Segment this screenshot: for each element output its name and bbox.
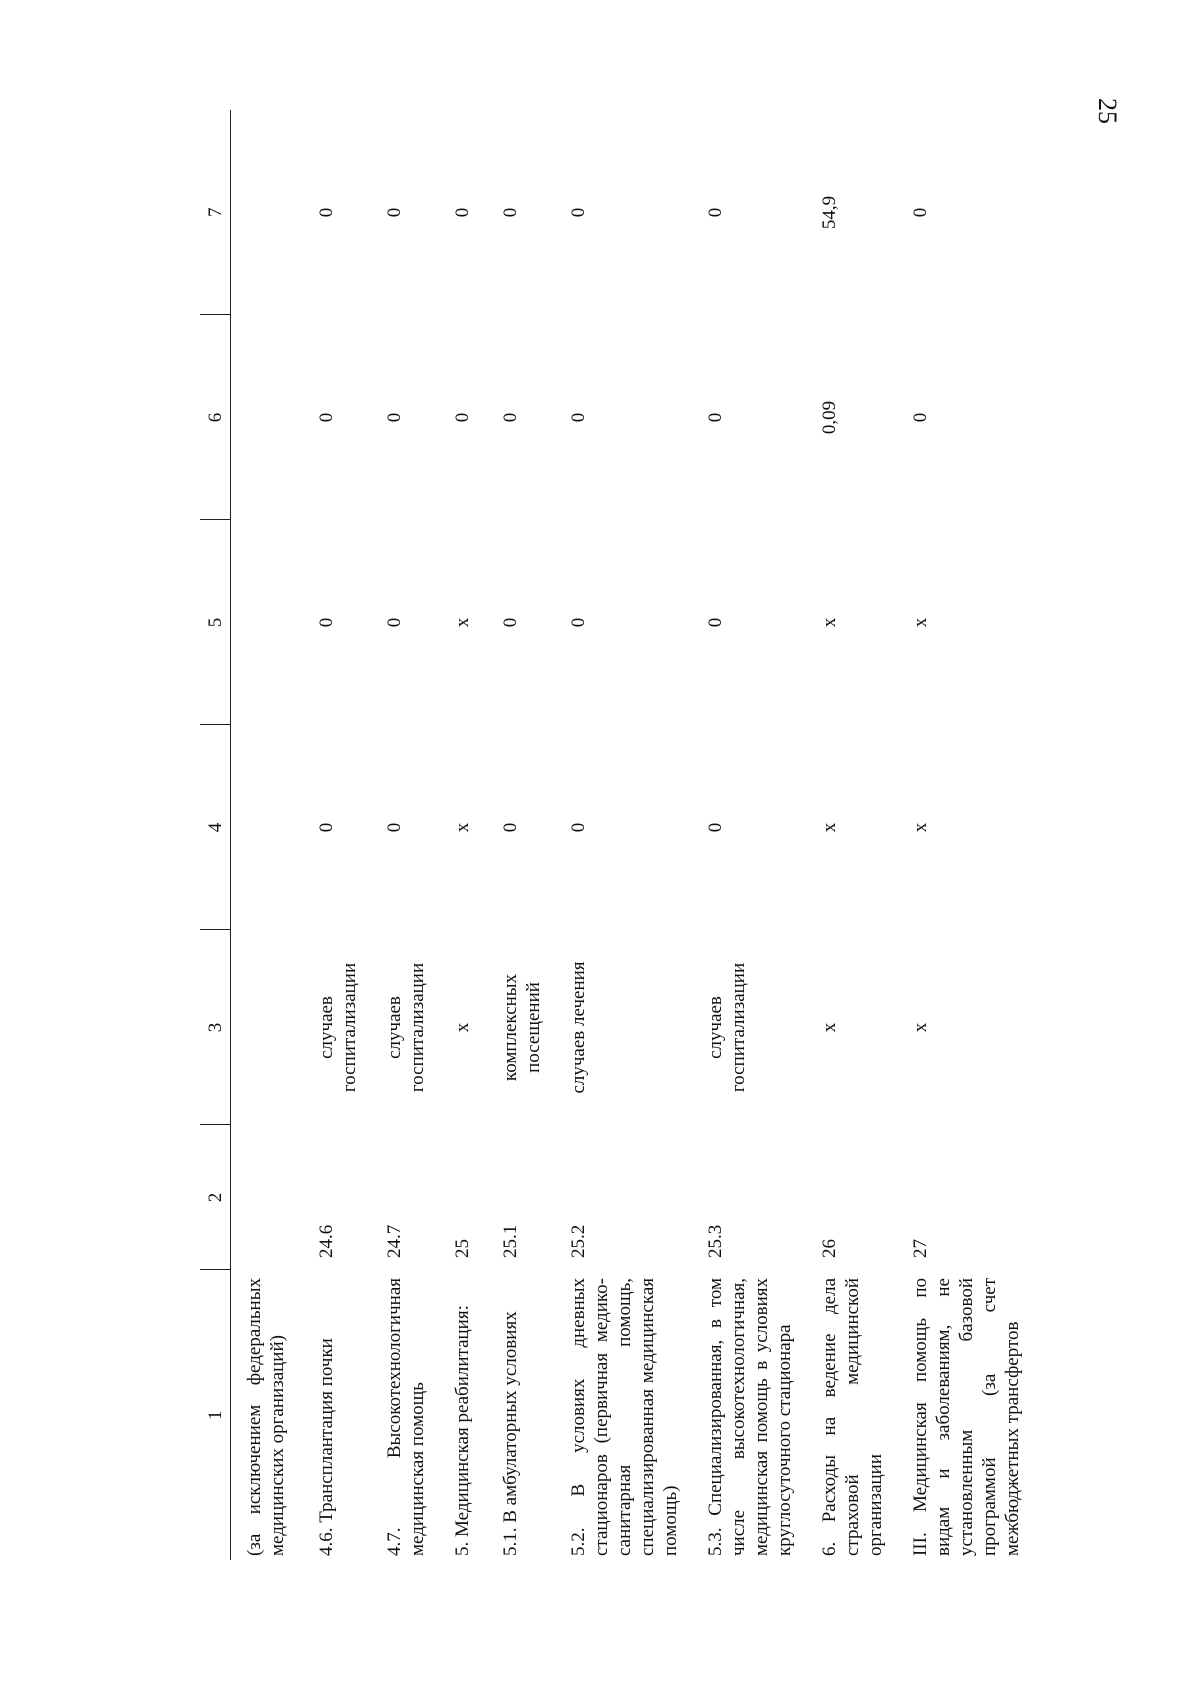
row-unit: случаев госпитализации bbox=[383, 962, 428, 1093]
table-row bbox=[555, 110, 692, 1560]
row-value-7: 54,9 bbox=[818, 195, 840, 230]
row-value-5 bbox=[231, 520, 303, 725]
page-number: 25 bbox=[1093, 98, 1122, 124]
row-code: 25.3 bbox=[704, 1224, 726, 1258]
row-value-4: 0 bbox=[315, 822, 337, 833]
row-value-6 bbox=[231, 315, 303, 520]
column-header: 4 bbox=[200, 725, 231, 930]
row-value-6: 0,09 bbox=[818, 400, 840, 435]
row-value-7 bbox=[231, 110, 303, 315]
table-row bbox=[231, 110, 303, 1560]
row-name: 5.1. В амбулаторных условиях bbox=[499, 1311, 521, 1556]
row-value-4: х bbox=[909, 822, 931, 833]
row-value-7: 0 bbox=[383, 207, 405, 218]
row-code: 25 bbox=[451, 1239, 473, 1258]
row-code: 25.1 bbox=[499, 1224, 521, 1258]
table-row bbox=[439, 110, 487, 1560]
row-value-6: 0 bbox=[567, 412, 589, 423]
row-value-6: 0 bbox=[499, 412, 521, 423]
row-value-4: 0 bbox=[704, 822, 726, 833]
row-value-4: х bbox=[451, 822, 473, 833]
row-value-4 bbox=[231, 725, 303, 930]
row-code: 27 bbox=[909, 1239, 931, 1258]
column-header: 2 bbox=[200, 1125, 231, 1270]
row-value-5: х bbox=[818, 617, 840, 628]
column-header: 5 bbox=[200, 520, 231, 725]
row-value-6: 0 bbox=[909, 412, 931, 423]
row-value-7: 0 bbox=[909, 207, 931, 218]
row-unit: х bbox=[909, 1022, 931, 1033]
row-unit: случаев госпитализации bbox=[704, 962, 749, 1093]
row-value-5: х bbox=[909, 617, 931, 628]
row-name: 5.3. Специализированная, в том числе высокотехнологичная, медицинская помощь в условиях круглосуточного стационара bbox=[704, 1278, 795, 1556]
table-row bbox=[897, 110, 1034, 1560]
row-value-7: 0 bbox=[451, 207, 473, 218]
row-name: (за исключением федеральных медицинских организаций) bbox=[244, 1278, 288, 1556]
row-value-7: 0 bbox=[315, 207, 337, 218]
row-unit: случаев госпитализации bbox=[315, 962, 360, 1093]
row-value-5: 0 bbox=[704, 617, 726, 628]
row-value-4: х bbox=[818, 822, 840, 833]
row-value-5: 0 bbox=[315, 617, 337, 628]
row-value-4: 0 bbox=[567, 822, 589, 833]
row-value-6: 0 bbox=[315, 412, 337, 423]
row-name: 4.7. Высокотехнологичная медицинская помощь bbox=[383, 1278, 428, 1556]
row-value-5: 0 bbox=[383, 617, 405, 628]
row-value-6: 0 bbox=[451, 412, 473, 423]
row-value-7: 0 bbox=[499, 207, 521, 218]
data-table bbox=[200, 110, 1034, 1560]
column-header: 7 bbox=[200, 110, 231, 315]
column-header: 3 bbox=[200, 930, 231, 1125]
table-row bbox=[303, 110, 371, 1560]
row-value-7: 0 bbox=[704, 207, 726, 218]
row-code: 24.6 bbox=[315, 1224, 337, 1258]
row-value-5: 0 bbox=[499, 617, 521, 628]
row-name: III. Медицинская помощь по видам и заболеваниям, не установленным базовой программой (за счет межбюджетных трансфертов bbox=[909, 1278, 1023, 1556]
row-name: 5.2. В условиях дневных стационаров (первичная медико-санитарная помощь, специализированная медицинская помощь) bbox=[567, 1278, 681, 1556]
row-value-5: х bbox=[451, 617, 473, 628]
row-name: 4.6. Трансплантация почки bbox=[315, 1338, 337, 1556]
row-name: 6. Расходы на ведение дела страховой медицинской организации bbox=[818, 1278, 886, 1556]
header-row bbox=[200, 110, 231, 1560]
row-unit: случаев лечения bbox=[567, 961, 589, 1094]
table-row bbox=[371, 110, 439, 1560]
row-value-6: 0 bbox=[383, 412, 405, 423]
row-unit: х bbox=[818, 1022, 840, 1033]
row-value-6: 0 bbox=[704, 412, 726, 423]
row-value-7: 0 bbox=[567, 207, 589, 218]
row-code: 25.2 bbox=[567, 1224, 589, 1258]
row-code bbox=[231, 1125, 303, 1270]
table-row bbox=[806, 110, 897, 1560]
row-unit: х bbox=[451, 1022, 473, 1033]
row-code: 24.7 bbox=[383, 1224, 405, 1258]
row-unit bbox=[231, 930, 303, 1125]
row-value-5: 0 bbox=[567, 617, 589, 628]
table-row bbox=[487, 110, 555, 1560]
row-name: 5. Медицинская реабилитация: bbox=[451, 1305, 473, 1556]
table-row bbox=[692, 110, 806, 1560]
column-header: 6 bbox=[200, 315, 231, 520]
row-value-4: 0 bbox=[383, 822, 405, 833]
column-header: 1 bbox=[200, 1270, 231, 1560]
row-unit: комплексных посещений bbox=[499, 973, 544, 1082]
row-value-4: 0 bbox=[499, 822, 521, 833]
rotated-page bbox=[200, 110, 1023, 1560]
row-code: 26 bbox=[818, 1239, 840, 1258]
